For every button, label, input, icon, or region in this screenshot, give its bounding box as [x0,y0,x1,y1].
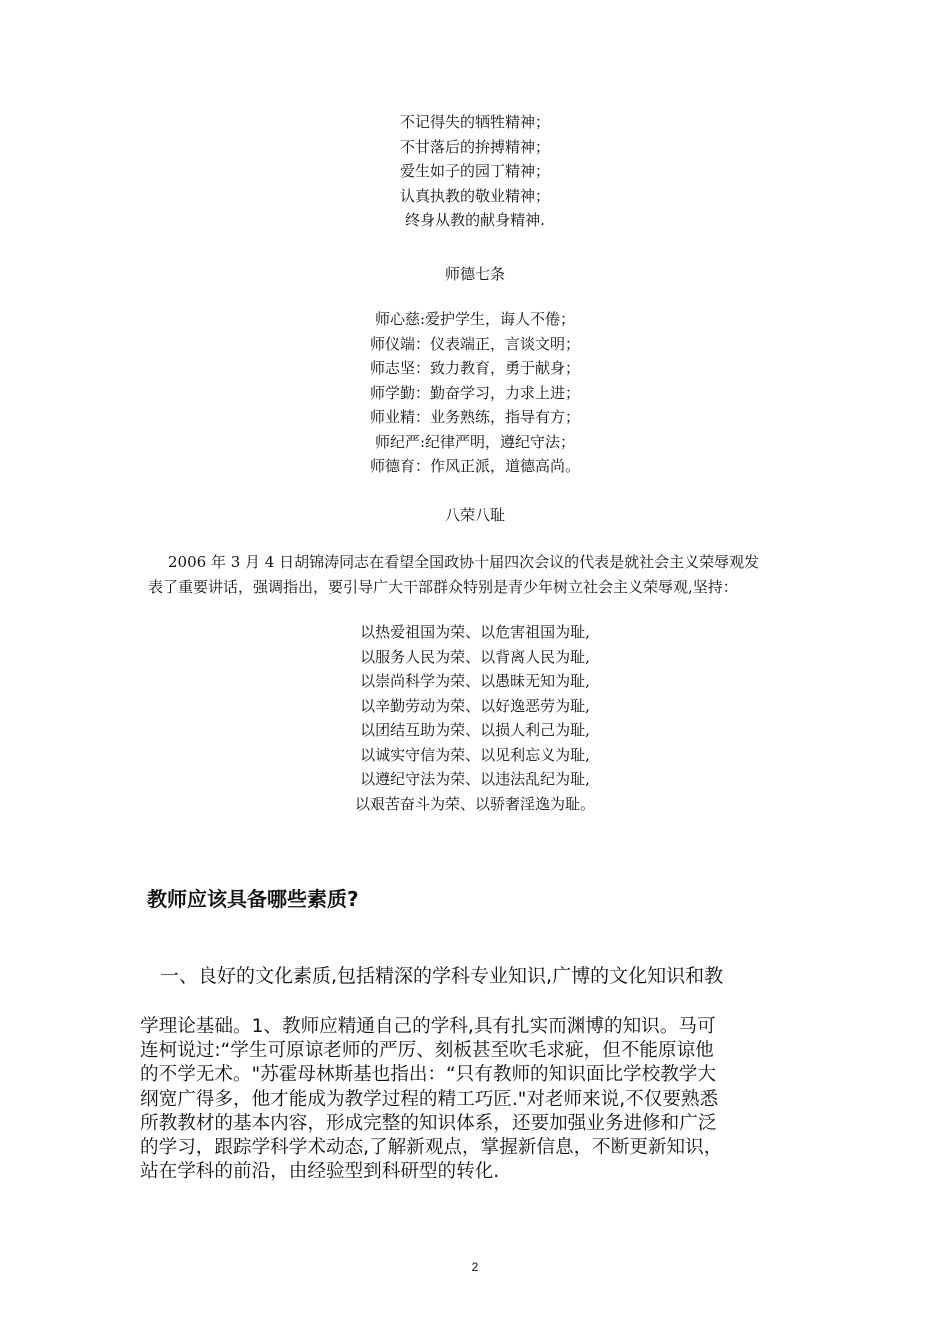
barong-line: 以团结互助为荣、以损人利己为耻, [360,721,590,739]
spirit-line: 不记得失的牺牲精神； [399,113,550,131]
shide-line: 师纪严:纪律严明，遵纪守法； [374,432,576,451]
barong-heading-block [0,503,950,528]
barong-line: 以遵纪守法为荣、以违法乱纪为耻, [360,770,590,788]
body-line: 的不学无术。"苏霍母林斯基也指出：“只有教师的知识面比学校教学大 [140,1064,716,1086]
shide-line: 师志坚：致力教育，勇于献身； [369,359,580,377]
shide-list [0,307,950,479]
barong-line: 以热爱祖国为荣、以危害祖国为耻, [360,623,590,641]
shide-line: 师德育：作风正派，道德高尚。 [369,457,580,475]
body-line: 的学习，跟踪学科学术动态,了解新观点，掌握新信息，不断更新知识， [140,1137,723,1159]
spirit-line: 终身从教的献身精神. [405,211,545,229]
body-paragraph [140,1015,820,1184]
barong-intro-line: 表了重要讲话，强调指出，要引导广大干部群众特别是青少年树立社会主义荣辱观,坚持： [148,578,738,596]
barong-line: 以艰苦奋斗为荣、以骄奢淫逸为耻。 [354,794,595,813]
barong-list [0,620,950,816]
barong-line: 以崇尚科学为荣、以愚昧无知为耻, [360,672,590,690]
barong-line: 以辛勤劳动为荣、以好逸恶劳为耻, [360,696,590,715]
section-heading: 教师应该具备哪些素质? [147,887,359,911]
body-line: 连柯说过:“学生可原谅老师的严厉、刻板甚至吹毛求疵，但不能原谅他 [140,1040,714,1062]
shide-line: 师学勤：勤奋学习，力求上进； [369,383,580,402]
spirit-line: 认真执教的敬业精神； [399,186,550,205]
body-line: 学理论基础。1、教师应精通自己的学科,具有扎实而渊博的知识。马可 [140,1016,716,1037]
barong-line: 以诚实守信为荣、以见利忘义为耻, [360,745,590,764]
page-number: 2 [471,1260,479,1274]
barong-intro [140,550,820,600]
shide-line: 师心慈:爱护学生，诲人不倦； [374,310,576,328]
body-line: 所教教材的基本内容，形成完整的知识体系，还要加强业务进修和广泛 [140,1112,717,1134]
spirit-list [0,110,950,233]
body-line: 站在学科的前沿，由经验型到科研型的转化. [140,1161,500,1183]
shide-heading-block [0,262,950,287]
shide-line: 师业精：业务熟练，指导有方； [369,408,580,426]
shide-heading: 师德七条 [444,265,505,283]
barong-heading: 八荣八耻 [444,506,505,524]
spirit-line: 爱生如子的园丁精神； [399,162,550,180]
shide-line: 师仪端：仪表端正，言谈文明； [369,334,580,353]
barong-intro-line: 2006 年 3 月 4 日胡锦涛同志在看望全国政协十届四次会议的代表是就社会主义荣辱观发 [168,553,760,571]
body-line: 纲宽广得多，他才能成为教学过程的精工巧匠."对老师来说,不仅要熟悉 [140,1088,719,1110]
sub-heading: 一、良好的文化素质,包括精深的学科专业知识,广博的文化知识和教 [160,965,724,987]
spirit-line: 不甘落后的拚搏精神； [399,137,550,156]
barong-line: 以服务人民为荣、以背离人民为耻, [360,647,590,666]
